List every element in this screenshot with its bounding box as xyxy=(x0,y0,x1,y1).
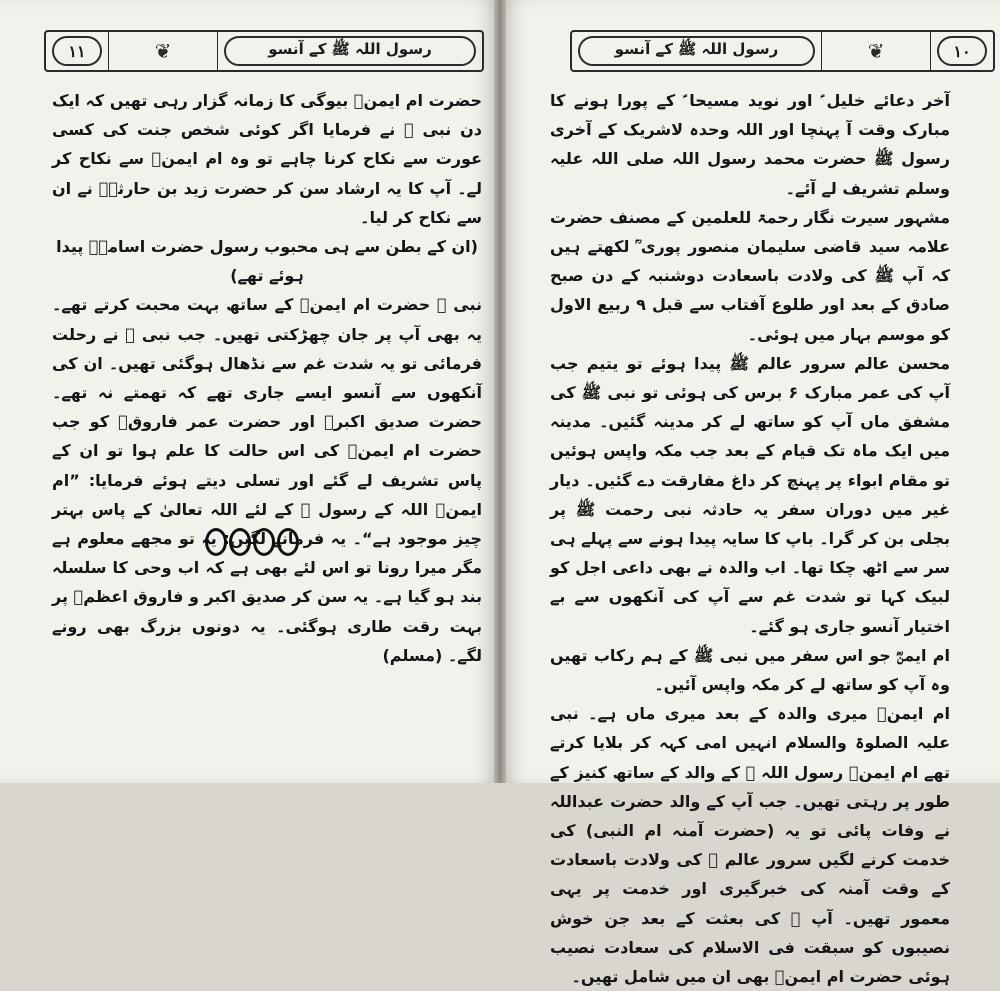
ring-icon xyxy=(229,528,251,556)
ornament-icon: ❦ xyxy=(821,32,931,70)
paragraph: آخر دعائے خلیل ؑ اور نوید مسیحا ؑ کے پورا ہونے کا مبارک وقت آ پہنچا اور اللہ وحدہ لاشریک کے آخری رسول ﷺ حضرت محمد رسول اللہ صلی اللہ علیہ وسلم تشریف لے آئے۔ xyxy=(550,91,950,198)
page-number: ۱۱ xyxy=(52,36,102,66)
paragraph: ام ایمنؓ جو اس سفر میں نبی ﷺ کے ہم رکاب تھیں وہ آپ کو ساتھ لے کر مکہ واپس آئیں۔ xyxy=(550,645,950,695)
paragraph: محسن عالم سرور عالم ﷺ پیدا ہوئے تو یتیم جب آپ کی عمر مبارک ۶ برس کی ہوئی تو نبی ﷺ کی مشفق ماں آپ کو ساتھ لے کر مدینہ گئیں۔ مدینہ میں ایک ماہ تک قیام کے بعد جب مکہ واپس ہوئیں تو مقام ابواء پر پہنچ کر داغ مفارقت دے گئیں۔ دیار غیر میں دوران سفر یہ حادثہ نبی رحمت ﷺ پر بجلی بن کر گرا۔ باپ کا سایہ پیدا ہونے سے پہلے ہی سر سے اٹھ چکا تھا۔ اب والدہ نے بھی داعی اجل کو لبیک کہا تو شدت غم سے آپ کی آنکھوں سے بے اختیار آنسو جاری ہو گئے۔ xyxy=(550,353,951,636)
running-header-title: رسول اللہ ﷺ کے آنسو xyxy=(578,36,815,66)
right-page-body xyxy=(550,86,950,991)
right-page xyxy=(500,0,1000,987)
ring-icon xyxy=(277,528,299,556)
ornament-icon: ❦ xyxy=(108,32,218,70)
paragraph: مشہور سیرت نگار رحمۃ للعلمین کے مصنف حضرت علامہ سید قاضی سلیمان منصور پوری ؒ لکھتے ہیں کہ آپ ﷺ کی ولادت باسعادت دوشنبہ کے دن صبح صادق کے بعد اور طلوع آفتاب سے قبل ۹ ربیع الاول کو موسم بہار میں ہوئی۔ xyxy=(550,207,951,344)
running-header-title: رسول اللہ ﷺ کے آنسو xyxy=(224,36,476,66)
book-gutter xyxy=(494,0,506,783)
left-page-header xyxy=(44,30,484,72)
right-page-header xyxy=(570,30,995,72)
paragraph: (ان کے بطن سے ہی محبوب رسول حضرت اسامہؓ پیدا ہوئے تھے) xyxy=(56,237,478,286)
left-page-body xyxy=(52,86,482,670)
left-page xyxy=(0,0,500,783)
paragraph: ام ایمنؓ میری والدہ کے بعد میری ماں ہے۔ نبی علیہ الصلوۃ والسلام انہیں امی کہہ کر بلایا کرتے تھے ام ایمنؓ رسول اللہ ﷺ کے والد کے ساتھ کنیز کے طور پر رہتی تھیں۔ جب آپ کے والد حضرت عبداللہ نے وفات پائی تو یہ (حضرت آمنہ ام النبی) کی خدمت کرنے لگیں سرور عالم ﷺ کی ولادت باسعادت کے وقت آمنہ کی خبرگیری اور خدمت پر یہی معمور تھیں۔ آپ ﷺ کی بعثت کے بعد جن خوش نصیبوں کو سبقت فی الاسلام کی سعادت نصیب ہوئی حضرت ام ایمنؓ بھی ان میں شامل تھیں۔ xyxy=(550,704,950,987)
section-end-ornament xyxy=(205,528,299,562)
page-number: ۱۰ xyxy=(937,36,987,66)
paragraph: حضرت ام ایمنؓ بیوگی کا زمانہ گزار رہی تھیں کہ ایک دن نبی ﷺ نے فرمایا اگر کوئی شخص جنت کی کسی عورت سے نکاح کرنا چاہے تو وہ ام ایمنؓ سے نکاح کر لے۔ آپ کا یہ ارشاد سن کر حضرت زید بن حارثہؓ نے ان سے نکاح کر لیا۔ xyxy=(52,91,482,227)
paragraph: نبی ﷺ حضرت ام ایمنؓ کے ساتھ بہت محبت کرتے تھے۔ یہ بھی آپ پر جان چھڑکتی تھیں۔ جب نبی ﷺ نے رحلت فرمائی تو یہ شدت غم سے نڈھال ہوگئی تھیں۔ ان کی آنکھوں سے آنسو ایسے جاری تھے کہ تھمتے نہ تھے۔ حضرت صدیق اکبرؓ اور حضرت عمر فاروقؓ کو جب حضرت ام ایمنؓ کی اس حالت کا علم ہوا تو ان کے پاس تشریف لے گئے اور تسلی دیتے ہوئے فرمایا: ”ام ایمنؓ اللہ کے رسول ﷺ کے لئے اللہ تعالیٰ کے پاس بہتر چیز موجود ہے“۔ یہ فرمانے لگیں: یہ تو مجھے معلوم ہے مگر میرا رونا تو اس لئے بھی ہے کہ اب وحی کا سلسلہ بند ہو گیا ہے۔ یہ سن کر صدیق اکبر و فاروق اعظمؓ پر بہت رقت طاری ہوگئی۔ یہ دونوں بزرگ بھی رونے لگے۔ (مسلم) xyxy=(52,295,482,665)
ring-icon xyxy=(205,528,227,556)
ring-icon xyxy=(253,528,275,556)
